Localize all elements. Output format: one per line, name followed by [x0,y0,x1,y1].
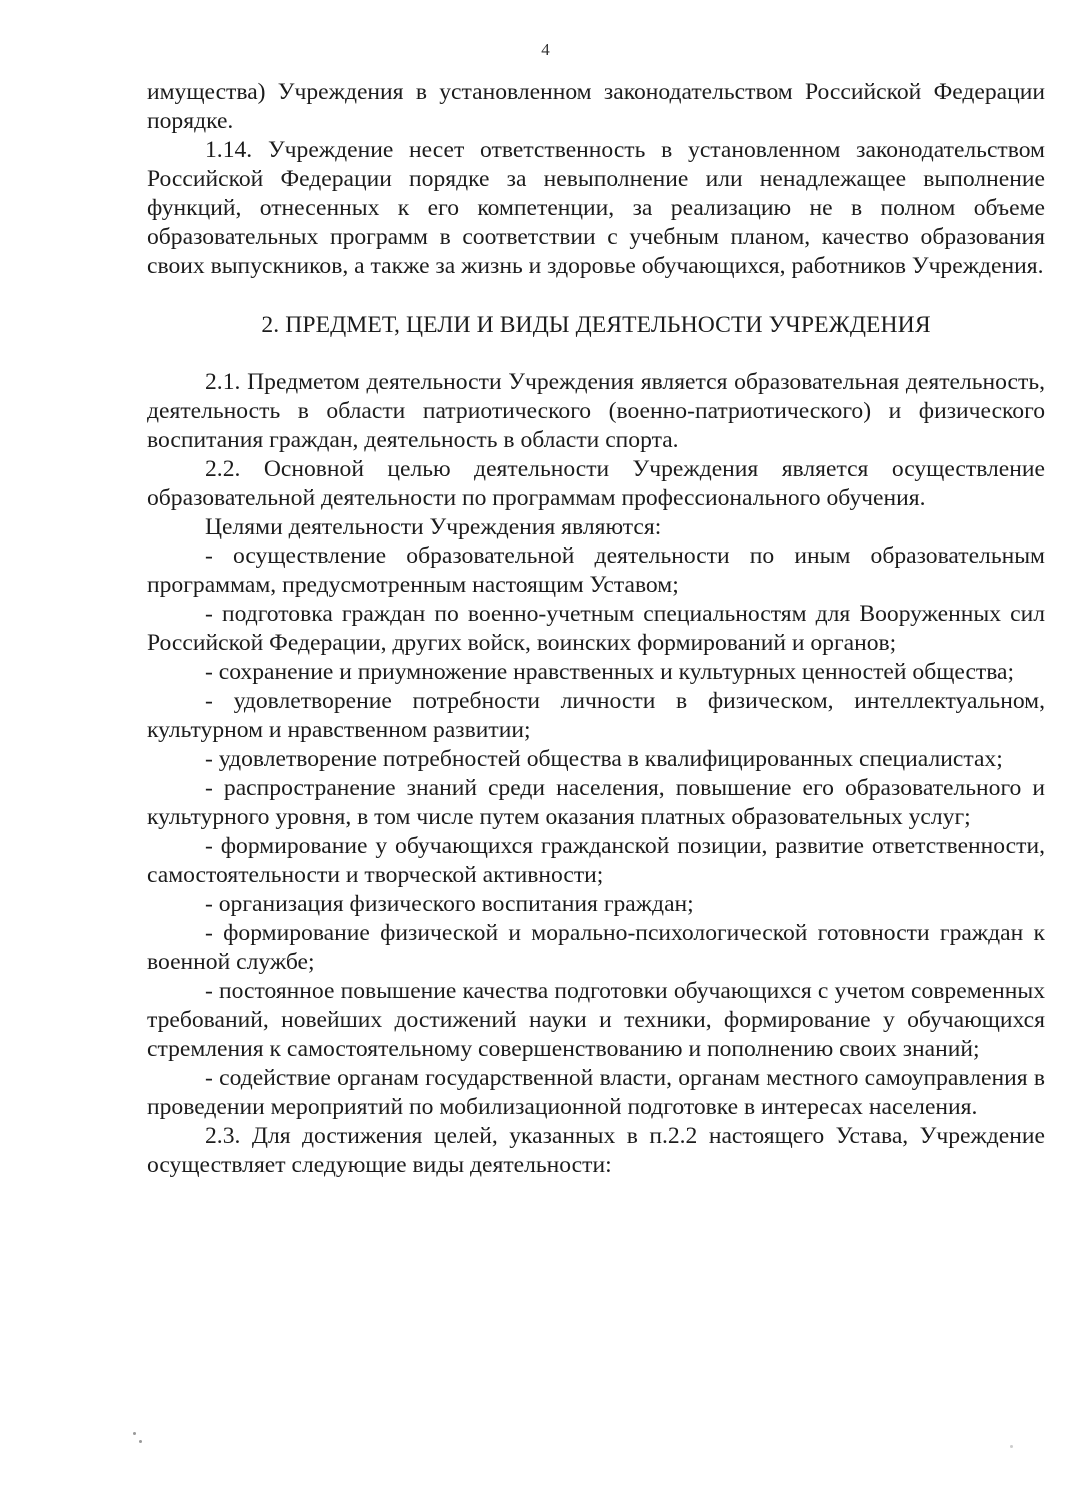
goal-item: - сохранение и приумножение нравственных и культурных ценностей общества; [205,659,1015,685]
goal-item: - формирование у обучающихся гражданской позиции, развитие ответственности, самостоятельности и творческой активности; [147,833,1045,888]
section-heading: 2. ПРЕДМЕТ, ЦЕЛИ И ВИДЫ ДЕЯТЕЛЬНОСТИ УЧРЕЖДЕНИЯ [261,312,931,338]
goal-item: - подготовка граждан по военно-учетным специальностям для Вооруженных сил Российской Федерации, других войск, воинских формирований и органов; [147,601,1045,656]
goal-item: - содействие органам государственной власти, органам местного самоуправления в проведении мероприятий по мобилизационной подготовке в интересах населения. [147,1065,1045,1120]
paragraph-2-3: 2.3. Для достижения целей, указанных в п.2.2 настоящего Устава, Учреждение осуществляет следующие виды деятельности: [147,1123,1045,1178]
scan-speck [139,1440,142,1443]
page-number: 4 [541,40,550,59]
document-body [147,78,1045,1180]
goals-intro: Целями деятельности Учреждения являются: [205,514,662,540]
paragraph-1-14: 1.14. Учреждение несет ответственность в установленном законодательством Российской Федерации порядке за невыполнение или ненадлежащее выполнение функций, отнесенных к его компетенции, за реализацию не в полном объеме образовательных программ в соответствии с учебным планом, качество образования своих выпускников, а также за жизнь и здоровье обучающихся, работников Учреждения. [147,137,1045,279]
scan-speck [1010,1445,1013,1448]
goal-item: - осуществление образовательной деятельности по иным образовательным программам, предусмотренным настоящим Уставом; [147,543,1045,598]
scan-speck [133,1432,136,1435]
paragraph-2-2: 2.2. Основной целью деятельности Учреждения является осуществление образовательной деятельности по программам профессионального обучения. [147,456,1045,511]
paragraph-2-1: 2.1. Предметом деятельности Учреждения является образовательная деятельность, деятельность в области патриотического (военно-патриотического) и физического воспитания граждан, деятельность в области спорта. [147,369,1045,453]
goal-item: - постоянное повышение качества подготовки обучающихся с учетом современных требований, новейших достижений науки и техники, формирование у обучающихся стремления к самостоятельному совершенствованию и пополнению своих знаний; [147,978,1045,1062]
goal-item: - организация физического воспитания граждан; [205,891,694,917]
goal-item: - распространение знаний среди населения, повышение его образовательного и культурного уровня, в том числе путем оказания платных образовательных услуг; [147,775,1045,830]
goal-item: - удовлетворение потребностей общества в квалифицированных специалистах; [205,746,1003,772]
goal-item: - формирование физической и морально-психологической готовности граждан к военной службе; [147,920,1045,975]
goal-item: - удовлетворение потребности личности в физическом, интеллектуальном, культурном и нравственном развитии; [147,688,1045,743]
paragraph-continuation: имущества) Учреждения в установленном законодательством Российской Федерации порядке. [147,79,1045,134]
